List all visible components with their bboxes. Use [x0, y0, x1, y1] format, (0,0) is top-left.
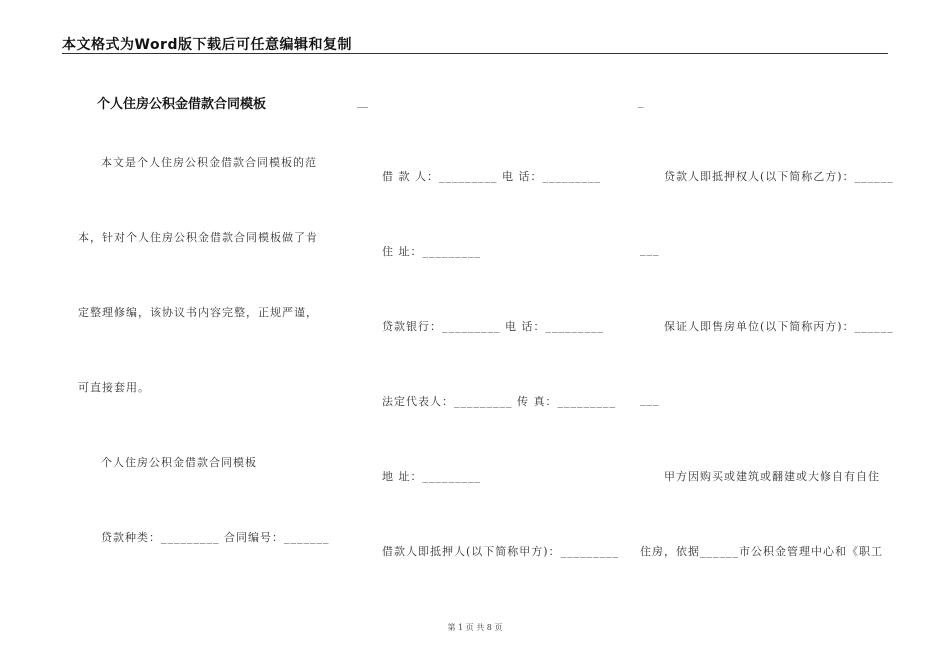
left-line-6: 贷款种类：_________ 合同编号：_______: [101, 531, 330, 544]
right-line-6: 住房，依据______市公积金管理中心和《职工: [640, 545, 883, 558]
left-line-4: 可直接套用。: [78, 381, 150, 394]
document-header: 本文格式为Word版下载后可任意编辑和复制: [62, 37, 352, 53]
header-divider: [62, 53, 888, 54]
blank-mark-right: _: [638, 95, 644, 108]
left-line-3: 定整理修编，该协议书内容完整，正规严谨，: [78, 306, 318, 319]
middle-line-5: 地 址：_________: [382, 470, 481, 483]
middle-line-6: 借款人即抵押人(以下简称甲方)：_________: [382, 545, 620, 558]
right-line-4: ___: [640, 393, 660, 406]
middle-line-4: 法定代表人：_________ 传 真：_________: [382, 395, 616, 408]
right-line-1: 贷款人即抵押权人(以下简称乙方)：______: [664, 170, 894, 183]
middle-line-1: 借 款 人：_________ 电 话：_________: [382, 170, 601, 183]
middle-line-3: 贷款银行：_________ 电 话：_________: [382, 320, 604, 333]
right-line-5: 甲方因购买或建筑或翻建或大修自有自住: [664, 470, 880, 483]
right-line-2: ___: [640, 243, 660, 256]
right-line-3: 保证人即售房单位(以下简称丙方)：______: [664, 320, 894, 333]
document-title: 个人住房公积金借款合同模板: [97, 97, 267, 112]
left-line-1: 本文是个人住房公积金借款合同模板的范: [101, 156, 317, 169]
blank-mark-middle: __: [357, 95, 368, 108]
left-line-5: 个人住房公积金借款合同模板: [101, 456, 257, 469]
left-line-2: 本，针对个人住房公积金借款合同模板做了肯: [78, 231, 318, 244]
page-number-footer: 第 1 页 共 8 页: [447, 623, 503, 632]
middle-line-2: 住 址：_________: [382, 245, 481, 258]
